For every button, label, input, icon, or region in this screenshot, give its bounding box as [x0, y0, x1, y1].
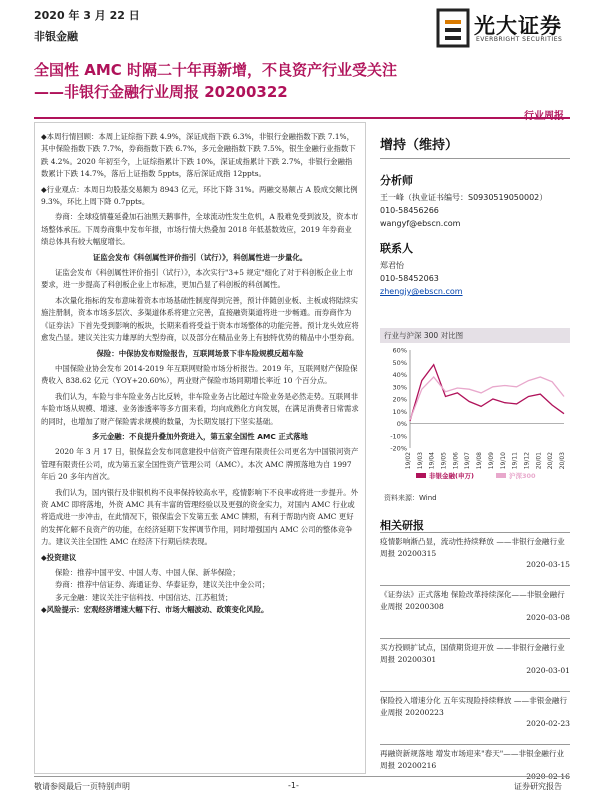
page-number: -1- — [288, 781, 299, 790]
x-tick-label: 19/05 — [440, 452, 448, 470]
related-divider — [380, 691, 570, 692]
risk-warning: ◆风险提示：宏观经济增速大幅下行、市场大幅波动、政策变化风险。 — [41, 605, 269, 615]
analyst-phone: 010-58456266 — [380, 206, 439, 215]
header-divider — [34, 117, 570, 119]
x-tick-label: 19/07 — [464, 452, 472, 470]
related-title[interactable]: 《证券法》正式落地 保险改革持续深化——非银金融行业周报 20200308 — [380, 590, 565, 611]
analyst-email[interactable]: wangyf@ebscn.com — [380, 219, 461, 228]
amc-detail: 2020 年 3 月 17 日，银保监会发布同意建投中信资产管理有限责任公司更名为中国银河资产管理有限责任公司，成为第五家全国性资产管理公司（AMC）。本次 AMC 牌照落地为自 1997 年后 20 多年内首次。 — [41, 447, 359, 482]
related-heading: 相关研报 — [380, 519, 424, 532]
report-type — [524, 107, 564, 122]
y-tick-label: -20% — [390, 444, 407, 453]
x-tick-label: 19/03 — [416, 452, 424, 470]
chart-source: 资料来源：Wind — [384, 494, 437, 502]
insurance-analysis: 我们认为，车险与非车险业务占比反转，非车险业务占比超过车险业务是必然走势。互联网非车险市场从规模、增速、业务渗透率等多方面来看，均向成熟化方向发展，在满足消费者日常需求的同时，也增加了财产保险需求规模的数量，为长期发展打下坚实基础。 — [41, 391, 359, 426]
related-item[interactable] — [380, 642, 570, 677]
related-title[interactable]: 买方投顾扩试点，国债期货迎开放 ——非银行金融行业周报 20200301 — [380, 643, 565, 664]
summary-box — [34, 122, 366, 774]
y-tick-label: 30% — [392, 383, 407, 392]
x-tick-label: 20/02 — [547, 452, 555, 470]
y-tick-label: 20% — [392, 395, 407, 404]
insurance-detail: 中国保险业协会发布 2014-2019 年互联网财险市场分析报告。2019 年，互联网财产保险保费收入 838.62 亿元（YOY+20.60%），两业财产保险市场同期增长率近 10 个百分点。 — [41, 363, 358, 386]
advice-insurance: 保险：推荐中国平安、中国人寿、中国人保、新华保险； — [55, 568, 240, 577]
page-title: 全国性 AMC 时隔二十年再新增，不良资产行业受关注 — [34, 61, 397, 79]
legend-label: 非银金融(申万) — [429, 472, 474, 480]
contact-email-link[interactable]: zhengjy@ebscn.com — [380, 287, 463, 296]
x-tick-label: 19/04 — [428, 452, 436, 470]
investment-advice-head: ◆投资建议 — [41, 552, 77, 562]
related-item[interactable] — [380, 695, 570, 730]
advice-broker: 券商：推荐中信证券、海通证券、华泰证券，建议关注中金公司； — [55, 580, 270, 590]
amc-headline: 多元金融：不良提升叠加外资进入，第五家全国性 AMC 正式落地 — [92, 431, 308, 441]
logo-sub: EVERBRIGHT SECURITIES — [476, 36, 563, 43]
analyst-name: 王一峰（执业证书编号：S0930519050002） — [380, 193, 548, 202]
amc-analysis: 我们认为，国内银行及非银机构不良率保持较高水平，疫情影响下不良率或将进一步提升。外资 AMC 即将落地，外资 AMC 具有丰富的管理经验以及更强的资金实力，对国内 AMC 行业或将造成进一步冲击，在此情况下，银保监会下发第五张 AMC 牌照，有利于帮助内资 AMC 更好的发挥化解不良资产的功能，在经济延期下发挥调节作用，同时增强国内 AMC 公司的整体竞争力。建议关注全国性 AMC 在经济下行期后续表现。 — [41, 487, 359, 547]
related-title[interactable]: 再融资新规落地 增发市场迎来"春天"——非银金融行业周报 20200216 — [380, 749, 565, 770]
analyst-heading: 分析师 — [380, 174, 413, 187]
contact-heading: 联系人 — [380, 242, 413, 255]
x-tick-label: 19/11 — [511, 452, 519, 470]
industry-view: ◆行业观点：本周日均股基交易额为 8943 亿元，环比下降 31%。两融交易额占 A 股成交额比例 9.3%，环比上周下降 0.7ppts。 — [41, 184, 358, 207]
logo-mark-icon — [436, 8, 470, 48]
chart-svg — [380, 344, 570, 484]
related-date: 2020-03-15 — [526, 560, 570, 569]
related-divider — [380, 532, 570, 533]
related-divider — [380, 585, 570, 586]
x-tick-label: 19/06 — [452, 452, 460, 470]
y-tick-label: 10% — [392, 407, 407, 416]
sidebar-divider — [380, 158, 570, 159]
footer-label: 证券研究报告 — [514, 782, 562, 791]
page-subtitle: ——非银行金融行业周报 20200322 — [34, 83, 288, 101]
footer-disclaimer: 敬请参阅最后一页特别声明 — [34, 782, 130, 791]
related-date: 2020-03-01 — [526, 666, 570, 675]
broker-detail: 证监会发布《科创属性评价指引（试行）》，本次实行"3+5 规定"细化了对于科创板企业上市要求，进一步提高了科创板企业上市标准，更加凸显了科创板的科创属性。 — [41, 268, 354, 290]
legend-swatch — [496, 473, 506, 478]
y-tick-label: 50% — [392, 358, 407, 367]
contact-phone: 010-58452063 — [380, 274, 439, 283]
series-line-2 — [410, 377, 564, 420]
y-tick-label: -10% — [390, 432, 407, 441]
footer-divider — [34, 776, 570, 777]
logo-text: 光大证券 — [474, 13, 562, 38]
related-divider — [380, 744, 570, 745]
series-line-1 — [410, 365, 564, 421]
related-item[interactable] — [380, 589, 570, 624]
related-title[interactable]: 保险投入增速分化 五年实现险持续释放 ——非银金融行业周报 20200223 — [380, 696, 568, 717]
broker-analysis: 本次量化指标的发布意味着资本市场基础性制度得到完善，预计伴随创业板、主板或将陆续实施注册制，资本市场多层次、多渠道体系将建立完善，直接融资渠道将进一步畅通。而券商作为《证券法》下首先受到影响的板块，长期来看将受益于资本市场整体的功能完善。预计龙头效应将愈发凸显。建议关注实力雄厚的大型券商，以及部分在精品业务上有独特优势的精品中小型券商。 — [41, 295, 359, 343]
related-date: 2020-03-08 — [526, 613, 570, 622]
rating: 增持（维持） — [380, 138, 459, 153]
related-title[interactable]: 疫情影响渐凸显，流动性持续释放 ——非银行金融行业周报 20200315 — [380, 537, 565, 558]
y-tick-label: 0% — [396, 420, 407, 428]
x-tick-label: 19/10 — [499, 452, 507, 470]
insurance-headline: 保险：中保协发布财险报告，互联网场景下非车险规模反超车险 — [96, 348, 304, 358]
contact-name: 郑君怡 — [380, 261, 404, 270]
report-date: 2020 年 3 月 22 日 — [34, 9, 140, 22]
x-tick-label: 20/01 — [535, 452, 543, 470]
comparison-chart — [380, 344, 570, 484]
y-tick-label: 40% — [392, 371, 407, 379]
x-tick-label: 19/12 — [523, 452, 531, 470]
x-tick-label: 19/08 — [476, 452, 484, 470]
legend-swatch — [416, 473, 426, 478]
related-item[interactable] — [380, 748, 570, 783]
related-date: 2020-02-23 — [526, 719, 570, 728]
company-logo — [436, 6, 586, 54]
weekly-review: ◆本周行情回顾：本周上证综指下跌 4.9%，深证成指下跌 6.3%，非银行金融指数下跌 7.1%，其中保险指数下跌 7.7%，券商指数下跌 6.7%，多元金融指数下跌 7.5%，银生金融行业指数下跌 4.2%。2020 年初至今，上证综指累计下跌 10%，深证成指累计下跌 2.7%，非银行金融指数累计下跌 14.7%，落后上证指数 5ppts，落后深证成指 12ppts。 — [41, 132, 356, 179]
x-tick-label: 19/09 — [487, 452, 495, 470]
legend-label: 沪深300 — [509, 472, 536, 480]
advice-diversified: 多元金融：建议关注宇信科技、中国信达、江苏租赁； — [55, 592, 233, 602]
x-tick-label: 20/03 — [559, 452, 566, 470]
broker-view: 券商：全球疫情蔓延叠加石油黑天鹅事件，全球流动性发生危机，A 股难免受到波及，资本市场整体承压。下周券商集中发布年报，市场行情大热叠加 2018 年低基数效应，2019 年券商业绩总体具有较大幅度增长。 — [41, 212, 359, 247]
related-item[interactable] — [380, 536, 570, 571]
summary-column — [34, 122, 366, 772]
broker-headline: 证监会发布《科创属性评价指引（试行）》，科创属性进一步量化。 — [92, 252, 308, 262]
x-tick-label: 19/02 — [405, 452, 412, 470]
report-section: 非银金融 — [34, 30, 78, 43]
y-tick-label: 60% — [392, 346, 407, 355]
related-divider — [380, 638, 570, 639]
chart-heading: 行业与沪深 300 对比图 — [380, 328, 570, 343]
